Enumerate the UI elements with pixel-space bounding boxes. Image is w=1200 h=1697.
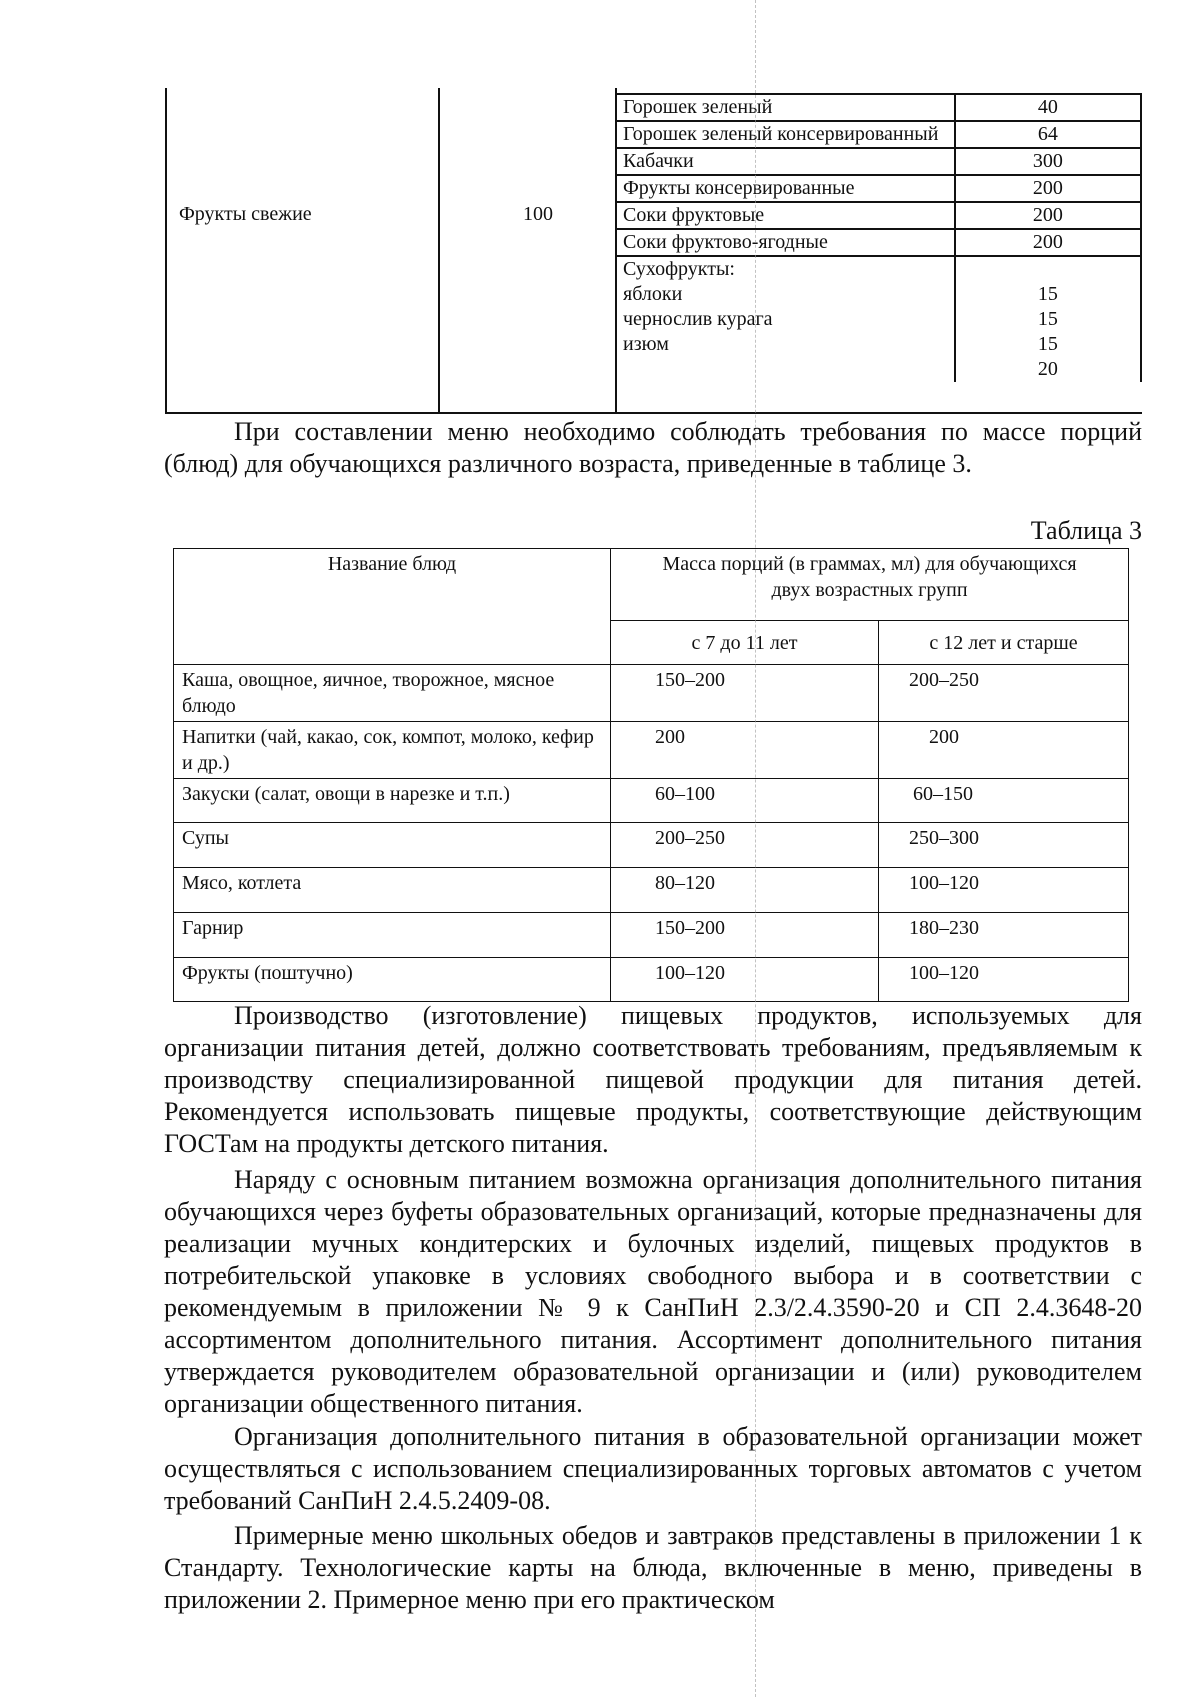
product-name: Соки фруктово-ягодные [616, 229, 955, 256]
dried-fruit-qty: 15 [1037, 308, 1058, 330]
table-row [174, 779, 1129, 823]
mass-age-group-1: 150–200 [611, 913, 879, 958]
mass-age-group-2: 200 [879, 722, 1129, 779]
table-row [174, 823, 1129, 868]
mass-age-group-2: 200–250 [879, 665, 1129, 722]
dish-name: Напитки (чай, какао, сок, компот, молоко, кефир и др.) [174, 722, 611, 779]
vending-paragraph: Организация дополнительного питания в образовательной организации может осуществляться с использованием специализированных торговых автоматов с учетом требований СанПиН 2.4.5.2409-08. [164, 1422, 1142, 1515]
mass-age-group-1: 80–120 [611, 868, 879, 913]
production-paragraph: Производство (изготовление) пищевых продуктов, используемых для организации питания детей, должно соответствовать требованиям, предъявляемым к производству специализированной пищевой продукции для питания детей. Рекомендуется использовать пищевые продукты, соответствующие действующим ГОСТам на продукты детского питания. [164, 1001, 1142, 1158]
dish-name: Супы [174, 823, 611, 868]
mass-age-group-1: 200 [611, 722, 879, 779]
product-qty: 200 [955, 202, 1141, 229]
table-row [174, 665, 1129, 722]
intro-paragraph: При составлении меню необходимо соблюдать требования по массе порций (блюд) для обучающихся различного возраста, приведенные в таблице 3. [164, 417, 1142, 478]
table-divider-1 [438, 88, 440, 414]
header-dish-name: Название блюд [174, 549, 611, 665]
dish-name: Закуски (салат, овощи в нарезке и т.п.) [174, 779, 611, 823]
table-border-bottom [165, 412, 1142, 414]
dish-name: Мясо, котлета [174, 868, 611, 913]
mass-age-group-2: 60–150 [879, 779, 1129, 823]
dried-fruit-item: изюм [623, 333, 669, 355]
header-age-group-2: с 12 лет и старше [879, 621, 1129, 665]
fresh-fruits-label: Фрукты свежие [179, 203, 312, 225]
table-row [174, 868, 1129, 913]
product-qty: 200 [955, 175, 1141, 202]
dried-fruit-qty: 15 [1037, 283, 1058, 305]
products-table-continuation [165, 88, 1142, 414]
product-qty: 200 [955, 229, 1141, 256]
dish-name: Фрукты (поштучно) [174, 958, 611, 1002]
dried-fruits-qty-cell [955, 256, 1141, 382]
table-header-row [174, 549, 1129, 621]
mass-age-group-2: 100–120 [879, 958, 1129, 1002]
dish-name: Гарнир [174, 913, 611, 958]
product-name: Кабачки [616, 148, 955, 175]
table-row [616, 94, 1141, 121]
mass-age-group-1: 100–120 [611, 958, 879, 1002]
header-age-group-1: с 7 до 11 лет [611, 621, 879, 665]
mass-age-group-1: 60–100 [611, 779, 879, 823]
dried-fruits-cell [616, 256, 955, 382]
additional-food-paragraph: Наряду с основным питанием возможна организация дополнительного питания обучающихся через буфеты образовательных организаций, которые предназначены для реализации мучных кондитерских и булочных изделий, пищевых продуктов в потребительской упаковке в условиях свободного выбора и в соответствии с рекомендуемым в приложении № 9 к СанПиН 2.3/2.4.3590-20 и СП 2.4.3648-20 ассортиментом дополнительного питания. Ассортимент дополнительного питания утверждается руководителем образовательной организации и (или) руководителем организации общественного питания. [164, 1165, 1142, 1418]
product-name: Горошек зеленый консервированный [616, 121, 955, 148]
mass-age-group-2: 250–300 [879, 823, 1129, 868]
mass-age-group-2: 100–120 [879, 868, 1129, 913]
table-row [174, 958, 1129, 1002]
product-name: Горошек зеленый [616, 94, 955, 121]
header-portion-mass: Масса порций (в граммах, мл) для обучающихся двух возрастных групп [611, 549, 1129, 621]
table-row [616, 229, 1141, 256]
table-row [616, 121, 1141, 148]
dried-fruit-qty: 20 [1037, 358, 1058, 380]
substitutes-subtable [615, 93, 1142, 382]
table-border-left [165, 88, 167, 414]
mass-age-group-1: 150–200 [611, 665, 879, 722]
product-qty: 64 [955, 121, 1141, 148]
table-row [616, 256, 1141, 382]
dish-name: Каша, овощное, яичное, творожное, мясное блюдо [174, 665, 611, 722]
table-row [616, 148, 1141, 175]
table-row [174, 722, 1129, 779]
product-name: Соки фруктовые [616, 202, 955, 229]
table-row [174, 913, 1129, 958]
fresh-fruits-value: 100 [523, 203, 553, 225]
dried-fruit-qty: 15 [1037, 333, 1058, 355]
dried-fruit-item: чернослив курага [623, 308, 773, 330]
portion-mass-table [173, 548, 1129, 1002]
product-qty: 40 [955, 94, 1141, 121]
table-row [616, 202, 1141, 229]
product-name: Фрукты консервированные [616, 175, 955, 202]
product-qty: 300 [955, 148, 1141, 175]
table-row [616, 175, 1141, 202]
mass-age-group-2: 180–230 [879, 913, 1129, 958]
mass-age-group-1: 200–250 [611, 823, 879, 868]
table3-caption: Таблица 3 [1030, 516, 1142, 545]
dried-fruits-title: Сухофрукты: [623, 258, 735, 280]
sample-menu-paragraph: Примерные меню школьных обедов и завтраков представлены в приложении 1 к Стандарту. Технологические карты на блюда, включенные в меню, приведены в приложении 2. Примерное меню при его практическом [164, 1521, 1142, 1614]
dried-fruit-item: яблоки [623, 283, 683, 305]
